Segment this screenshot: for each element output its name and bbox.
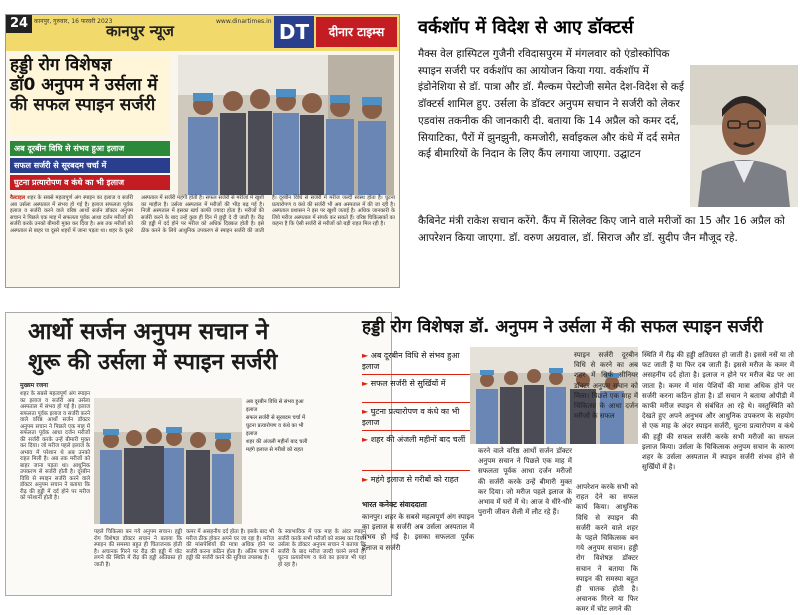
highlight-bullets — [246, 398, 316, 454]
bullet-text: अब दूरबीन विधि से संभव हुआ इलाज — [362, 351, 460, 371]
divider — [362, 430, 470, 431]
bullet-item: ► सफल सर्जरी से सुर्खियों में — [362, 379, 446, 388]
byline: भारत कनेक्ट संवाददाता — [362, 500, 427, 509]
bullet-item: सफल सर्जरी से सूरबदम चर्चा में — [246, 415, 306, 421]
logo-initials: DT — [274, 16, 314, 48]
doctor-portrait — [690, 65, 798, 207]
website: www.dinartimes.in — [216, 18, 272, 25]
headline-line: डॉ0 अनुपम ने उर्सला में — [10, 75, 158, 95]
divider — [362, 402, 470, 403]
article-column: कमर में असहनीय दर्द होता है। इसके बाद भी मरीज ठीक होकर अपने घर जा रहा है। मरीज की मांसपेशियों की मात्रा अधिक होने पर सर्जरी करना कठिन होता है। अंतिम चरण में हड्डी की सर्जरी करने की सुविधा उपलब्ध है। — [186, 529, 274, 561]
article-column: पहले चिकित्सा बन गये अनुपम सचान। हड्डी रोग विशेषज्ञ डॉक्टर सचान ने बताया कि स्पाइन की समस्या बहुत ही चिंताजनक होती है। अचानक गिरने पर रीढ़ की हड्डी में चोट लगने की स्थिति में रीढ़ की हड्डी अतिग्रस्त हो जाती है। — [94, 529, 182, 568]
headline-line: आर्थो सर्जन अनुपम सचान ने — [28, 319, 269, 345]
bullet-item: अब दूरबीन विधि से संभव हुआ इलाज — [246, 399, 304, 413]
news-clip-dinar-times — [5, 14, 400, 288]
bullet-item: ► महंगे इलाज से गरीबों को राहत — [362, 475, 459, 484]
bullet-item: घुटना प्रत्यारोपण व कंधे का भी इलाज — [246, 423, 304, 437]
article-text: शहर के सबसे महत्वपूर्ण अंग स्पाइन का इलाज व सर्जरी अब उर्सला अस्पताल में संभव हो गई है। इलाज सफलता पूर्वक इलाज व सर्जरी करने वाले वरिष्ठ आर्थो सर्जन डॉक्टर अनुपम सचान ने पिछले एक माह में सफलता पूर्वक आधा दर्जन मरीजों की सर्जरी करके उनको बीमारी मुक्त कर दिया है। अब तक मरीजों को अस्पताल से बाहर या दूसरे शहरों में जाना पड़ता था। शहर के दूसरे अस्पताल में सर्जरी महंगी होती है। सफल सर्जरी से मरीजों में खुशी का माहौल है। उर्सला अस्पताल में मरीजों की भीड़ बढ़ गई है। निजी अस्पताल में इसका खर्च काफी ज्यादा होता है। मरीजों की सर्जरी करने के बाद उन्हें कुछ ही दिन में छुट्टी दे दी जाती है। रीढ़ की हड्डी में दर्द होने पर मरीज को अधिक दिक्कत होती है। इसे ठीक करने के लिये आधुनिक उपकरण से स्पाइन सर्जरी की जाती है। दूरबीन विधि से सर्जरी में मरीज जल्दी स्वस्थ होता है। घुटना प्रत्यारोपण व कंधे की सर्जरी भी अब अस्पताल में की जा रही है। अस्पताल प्रशासन ने इस पर खुशी जताई है। अधिक जानकारी के लिये मरीज अस्पताल में संपर्क कर सकते हैं। वरिष्ठ चिकित्सकों का कहना है कि ऐसी सर्जरी से मरीजों को बड़ी राहत मिल रही है। — [10, 195, 395, 234]
article-body — [10, 195, 395, 283]
issue-date: कानपुर, गुरुवार, 16 फरवरी 2023 — [34, 18, 113, 25]
headline — [10, 55, 170, 135]
divider — [362, 374, 470, 375]
byline: मुख्यम रजना — [20, 382, 49, 389]
bullet-text: सफल सर्जरी से सुर्खियों में — [370, 379, 446, 388]
surgical-team-photo — [94, 398, 242, 524]
article-column: करने वाले वरिष्ठ आर्थो सर्जन डॉक्टर अनुपम सचान ने पिछले एक माह में सफलता पूर्वक आधा दर्जन मरीजों की सर्जरी करके उन्हें बीमारी मुक्त कर दिया। जो मरीज पहले इलाज के अभाव में घरों में थे। आज वे धीरे-धीरे पुरानी जीवन शैली में लौट रहे हैं। — [478, 447, 572, 517]
bullet-item: ► घुटना प्रत्यारोपण व कंधे का भी इलाज — [362, 407, 460, 427]
article-column: स्थिति में रीढ़ की हड्डी क्षतिग्रस्त हो जाती है। इससे नसें या तो फट जाती हैं या फिर दब जाती हैं। इससे मरीज के कमर में असहनीय दर्द होता है। इलाज न होने पर मरीज बेड पर आ जाता है। कमर में मांस पेशियों की मात्रा अधिक होने पर सर्जरी करना कठिन होता है। डॉ सचान ने बताया ओपीडी में काफी मरीज स्पाइन से संबंधित आ रहे थे। वस्तुस्थिति को देखते हुए अपने अनुभव और आधुनिक उपकरण के सहयोग से एक माह के अंदर स्पाइन सर्जरी, घुटना प्रत्यारोपण व कंधे की हड्डी की सफल सर्जरी करके सभी मरीजों का सफल इलाज किया। उर्सला के चिकित्सक अनुपम सचान के कारण शहर के उर्सला अस्पताल में स्पाइन सर्जरी संभव होने से सुर्खियों में है। — [642, 351, 794, 472]
subhead-bar: अब दूरबीन विधि से संभव हुआ इलाज — [10, 141, 170, 156]
section-title: कानपुर न्यूज — [106, 22, 174, 40]
article-column: के स्वाभाविक में एक माह के अंदर स्पाइन सर्जरी करके सभी मरीजों को स्वस्थ कर दिया। उर्सला के डॉक्टर अनुपम सचान ने बताया कि सर्जरी के बाद मरीज जल्दी चलने लगते हैं। घुटना प्रत्यारोपण व कंधे का इलाज भी यहां हो रहा है। — [278, 529, 367, 568]
byline: वैल्टाइल — [10, 195, 26, 201]
bullet-item: ► शहर की अंजली महीनों बाद चलीं — [362, 435, 466, 444]
surgical-team-photo — [178, 55, 394, 195]
article-column: शहर के सबसे महत्वपूर्ण अंग स्पाइन का इलाज व सर्जरी अब उर्सला अस्पताल में संभव हो गई है। इलाज सफलता पूर्वक इलाज व सर्जरी करने वाले वरिष्ठ आर्थो सर्जन डॉक्टर अनुपम सचान ने पिछले एक माह में सफलता पूर्वक आधा दर्जन मरीजों की सर्जरी करके उन्हें बीमारी मुक्त कर दिया। जो मरीज पहले इलाज के अभाव में परेशान थे अब उनको राहत मिली है। अब तक मरीजों को बाहर जाना पड़ता था। आधुनिक उपकरण से सर्जरी होती है। दूरबीन विधि से स्पाइन सर्जरी करने वाले डॉक्टर अनुपम सचान ने बताया कि रीढ़ की हड्डी में दर्द होने पर मरीज को परेशानी होती है। — [20, 391, 90, 501]
workshop-body-bottom: कैबिनेट मंत्री राकेश सचान करेंगे. कैंप में सिलेक्ट किए जाने वाले मरीजों का 15 और 16 अप्रैल को आपरेशन किया जाएगा. डॉ. वरुण अग्रवाल, डॉ. सिराज और डॉ. सुदीप जैन मौजूद रहे. — [418, 215, 785, 244]
bullet-item: महंगे इलाज से गरीबों को राहत — [246, 447, 303, 453]
subhead-bar: सफल सर्जरी से सूरबदम चर्चा में — [10, 158, 170, 173]
subhead-bar: घुटना प्रत्यारोपण व कंधे का भी इलाज — [10, 175, 170, 190]
bullet-text: महंगे इलाज से गरीबों को राहत — [370, 475, 459, 484]
bullet-item: ► अब दूरबीन विधि से संभव हुआ इलाज — [362, 351, 460, 371]
page-number: 24 — [6, 15, 32, 33]
headline-line: शुरू की उर्सला में स्पाइन सर्जरी — [28, 350, 278, 375]
bullet-item: शहर की अंजली महीनों बाद चली — [246, 439, 308, 445]
workshop-headline: वर्कशॉप में विदेश से आए डॉक्टर्स — [418, 17, 634, 38]
headline-line: हड्डी रोग विशेषज्ञ — [10, 55, 112, 75]
bullet-text: घुटना प्रत्यारोपण व कंधे का भी इलाज — [362, 407, 460, 427]
divider — [362, 470, 470, 471]
bullet-text: शहर की अंजली महीनों बाद चलीं — [370, 435, 466, 444]
article-column: स्पाइन सर्जरी दूरबीन विधि से करने का अब शहर में सिर्फ सीनियर डॉक्टर अनुपम सचान को मिला। पिछले एक माह में चिकित्सा के आधा दर्जन मरीजों के सफल — [574, 351, 638, 421]
spine-surgery-headline: हड्डी रोग विशेषज्ञ डॉ. अनुपम ने उर्सला में की सफल स्पाइन सर्जरी — [362, 317, 763, 337]
headline-line: की सफल स्पाइन सर्जरी — [10, 95, 156, 115]
article-column: कानपुर। शहर के सबसे महत्वपूर्ण अंग स्पाइन का इलाज व सर्जरी अब उर्सला अस्पताल में संभव हो गई है। इसका सफलता पूर्वक इलाज व सर्जरी — [362, 513, 474, 552]
logo-name: दीनार टाइम्स — [316, 17, 397, 47]
article-column: आपरेशन करके सभी को राहत देने का सफल कार्य किया। आधुनिक विधि से स्पाइन की सर्जरी करने वाले शहर के पहले चिकित्सक बन गये अनुपम सचान। हड्डी रोग विशेषज्ञ डॉक्टर सचान ने बताया कि स्पाइन की समस्या बहुत ही घातक होती है। अचानक गिरने या फिर कमर में चोट लगने की — [576, 483, 638, 614]
workshop-body-top: मैक्स वेल हास्पिटल गुजैनी रविदासपुरम में मंगलवार को एंडोस्कोपिक स्पाइन सर्जरी पर वर्कशॉप का आयोजन किया गया. वर्कशॉप में इंडोनेशिया से डॉ. पात्रा और डॉ. मैल्कम पेस्टोजी समेत देश-विदेश से कई डॉक्टर्स शामिल हुए. उर्सला के डॉक्टर अनुपम सचान ने सर्जरी को लेकर एडवांस तकनीक की जानकारी दी. बताया कि 14 अप्रैल को कमर दर्द, सियाटिका, पैरों में झुनझुनी, कमजोरी, सर्वाइकल और कंधे में दर्द समेत कई बीमारियों के निदान के लिए कैंप लगाया जाएगा. उद्घाटन — [418, 48, 684, 161]
news-clip-ortho-surgeon — [5, 312, 392, 596]
